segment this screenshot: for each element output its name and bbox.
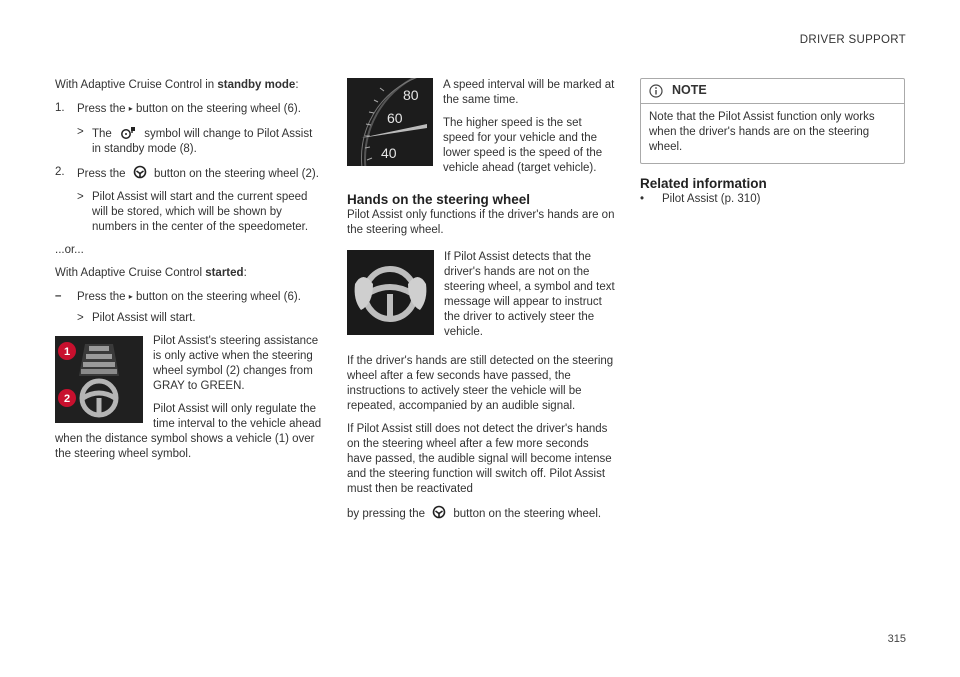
speed-label-60: 60 [387,110,403,126]
info-icon [649,84,663,98]
pilot-assist-button-icon [133,165,147,179]
step-1: 1. Press the ▸ button on the steering wheel (6). [55,102,301,115]
step-3: – Press the ▸ button on the steering wheel (6). [55,290,301,303]
list-item[interactable] [640,192,905,207]
step-2: 2. Press the button on the steering wheel (2). [55,166,319,180]
note-title: NOTE [672,83,707,97]
steering-cruise-icon [119,125,137,139]
para-speed-interval: A speed interval will be marked at the same time. [443,79,615,106]
related-information-heading: Related information [640,176,767,191]
para-steering-assistance: Pilot Assist's steering assistance is only active when the steering wheel symbol (2) changes from GRAY to GREEN. [153,335,319,392]
callout-1: 1 [63,346,71,358]
column-2 [347,78,615,522]
speed-label-40: 40 [381,145,397,161]
pilot-assist-display-image [55,336,143,423]
para-higher-speed: The higher speed is the set speed for your vehicle and the lower speed is the speed of the vehicle ahead (target vehicle). [443,117,603,174]
intro-standby: With Adaptive Cruise Control in standby mode: [55,79,299,91]
step-1-result: > The symbol will change to Pilot Assist in standby mode (8). [77,126,313,155]
callout-2: 2 [63,393,71,405]
para-hands-not-detected: If Pilot Assist detects that the driver's hands are not on the steering wheel, a symbol and text message will appear to instruct the driver to actively steer the vehicle. [444,251,615,338]
note-header [641,79,904,104]
note-box [640,78,905,164]
section-header: DRIVER SUPPORT [799,34,906,46]
hands-on-wheel-illustration [347,250,434,335]
intro-started: With Adaptive Cruise Control started: [55,267,247,279]
related-link-pilot-assist[interactable]: Pilot Assist (p. 310) [662,193,761,205]
column-3 [640,78,905,207]
column-1 [55,78,323,462]
speedometer-illustration [347,78,433,166]
bullet: • [640,193,645,205]
speed-label-80: 80 [403,87,419,103]
note-text: Note that the Pilot Assist function only works when the driver's hands are on the steering wheel. [649,111,875,153]
para-hands-required: Pilot Assist only functions if the driver's hands are on the steering wheel. [347,209,615,236]
play-icon: ▸ [128,104,133,113]
page-number: 315 [887,633,906,645]
pilot-assist-button-icon [432,505,446,519]
para-reactivate: by pressing the button on the steering wheel. [347,505,615,522]
para-audible-signal: If the driver's hands are still detected on the steering wheel after a few seconds have passed, the instructions to actively steer the vehicle will be repeated, accompanied by an audible signal. [347,355,614,412]
speedometer-image [347,78,433,166]
para-steering-off: If Pilot Assist still does not detect the driver's hands on the steering wheel after a few more seconds have passed, the audible signal will become intense and the steering function will switch off. Pilot Assist must then be reactivated [347,423,612,495]
pilot-assist-display-illustration [55,336,143,423]
hands-on-wheel-image [347,250,434,335]
step-3-result: > Pilot Assist will start. [77,312,196,324]
or-separator: ...or... [55,244,84,256]
para-time-interval: Pilot Assist will only regulate the time interval to the vehicle ahead when the distance symbol shows a vehicle (1) over the steering wheel symbol. [55,403,322,460]
step-2-result: > Pilot Assist will start and the current speed will be stored, which will be shown by numbers in the center of the speedometer. [77,191,309,233]
heading-hands-on-wheel: Hands on the steering wheel [347,192,531,207]
play-icon: ▸ [128,292,133,301]
